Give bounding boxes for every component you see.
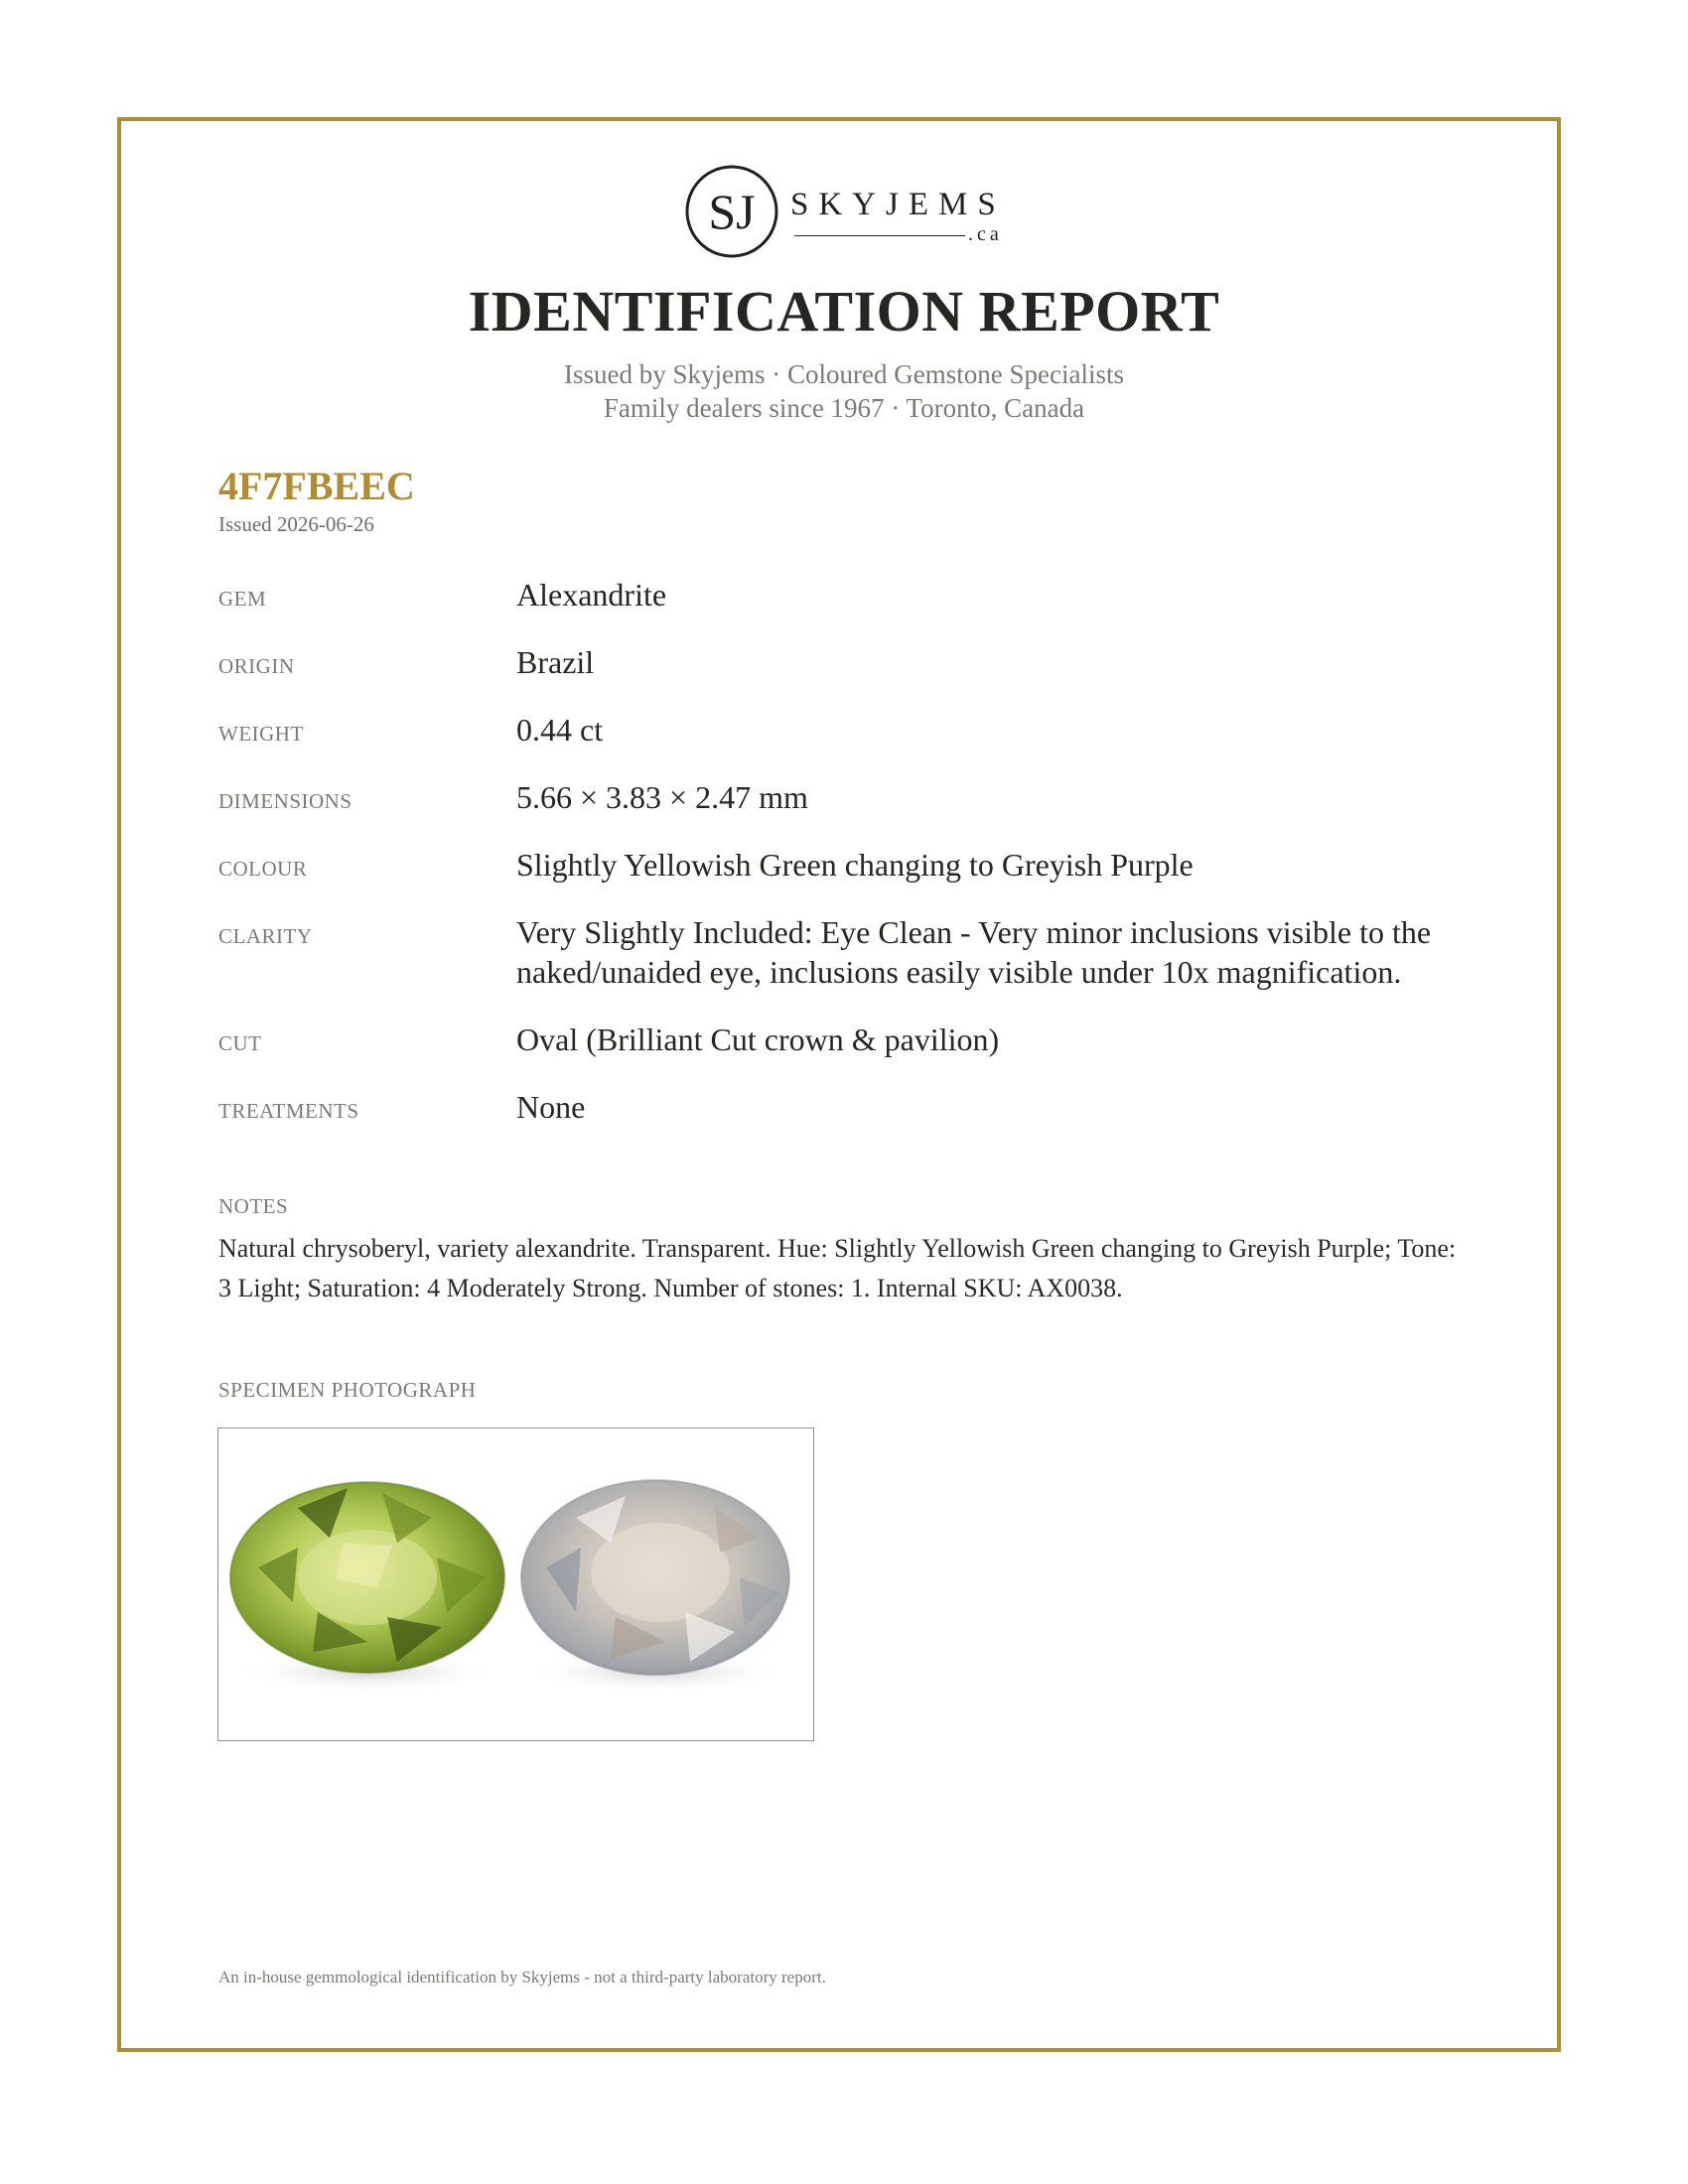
field-value-origin: Brazil — [516, 644, 595, 680]
sj-monogram-icon — [683, 163, 780, 260]
green-stone — [230, 1482, 504, 1673]
report-id: 4F7FBEEC — [218, 464, 415, 508]
field-value-clarity: Very Slightly Included: Eye Clean - Very minor inclusions visible to the naked/unaided eye, inclusions easily visible under 10x magnification. — [516, 914, 1432, 990]
field-label-cut: CUT — [218, 1031, 262, 1055]
field-label-gem: GEM — [218, 587, 267, 611]
report-title: IDENTIFICATION REPORT — [468, 279, 1220, 343]
specimen-photograph — [217, 1428, 814, 1741]
field-value-gem: Alexandrite — [516, 577, 667, 613]
field-label-dimensions: DIMENSIONS — [218, 789, 352, 813]
issuer-line: Issued by Skyjems · Coloured Gemstone Specialists — [564, 359, 1124, 389]
field-value-weight: 0.44 ct — [516, 712, 604, 748]
field-label-clarity: CLARITY — [218, 924, 313, 948]
notes-label: NOTES — [218, 1194, 289, 1218]
issue-date: Issued 2026-06-26 — [218, 512, 374, 536]
brand-tld: .ca — [968, 223, 1003, 245]
field-value-treatments: None — [516, 1089, 586, 1125]
photo-label: SPECIMEN PHOTOGRAPH — [218, 1378, 477, 1402]
grey-stone — [521, 1480, 789, 1675]
field-label-origin: ORIGIN — [218, 654, 295, 678]
field-value-colour: Slightly Yellowish Green changing to Greyish Purple — [516, 847, 1194, 883]
disclaimer: An in-house gemmological identification by Skyjems - not a third-party laboratory report. — [218, 1968, 826, 1986]
specimen-image — [218, 1429, 812, 1739]
field-value-dimensions: 5.66 × 3.83 × 2.47 mm — [516, 779, 808, 815]
field-label-weight: WEIGHT — [218, 722, 304, 746]
field-label-colour: COLOUR — [218, 857, 308, 881]
brand-name: SKYJEMS — [790, 187, 1006, 222]
skyjems-logo — [683, 163, 1021, 262]
monogram-text: SJ — [708, 184, 756, 239]
notes-text: Natural chrysoberyl, variety alexandrite. Transparent. Hue: Slightly Yellowish Green changing to Greyish Purple; Tone: 3 Light; Saturation: 4 Moderately Strong. Number of stones: 1. Internal SKU: AX0038. — [218, 1234, 1457, 1302]
field-value-cut: Oval (Brilliant Cut crown & pavilion) — [516, 1022, 1000, 1057]
field-label-treatments: TREATMENTS — [218, 1099, 359, 1123]
dealer-line: Family dealers since 1967 · Toronto, Canada — [603, 393, 1085, 423]
brand-underline — [794, 235, 965, 236]
